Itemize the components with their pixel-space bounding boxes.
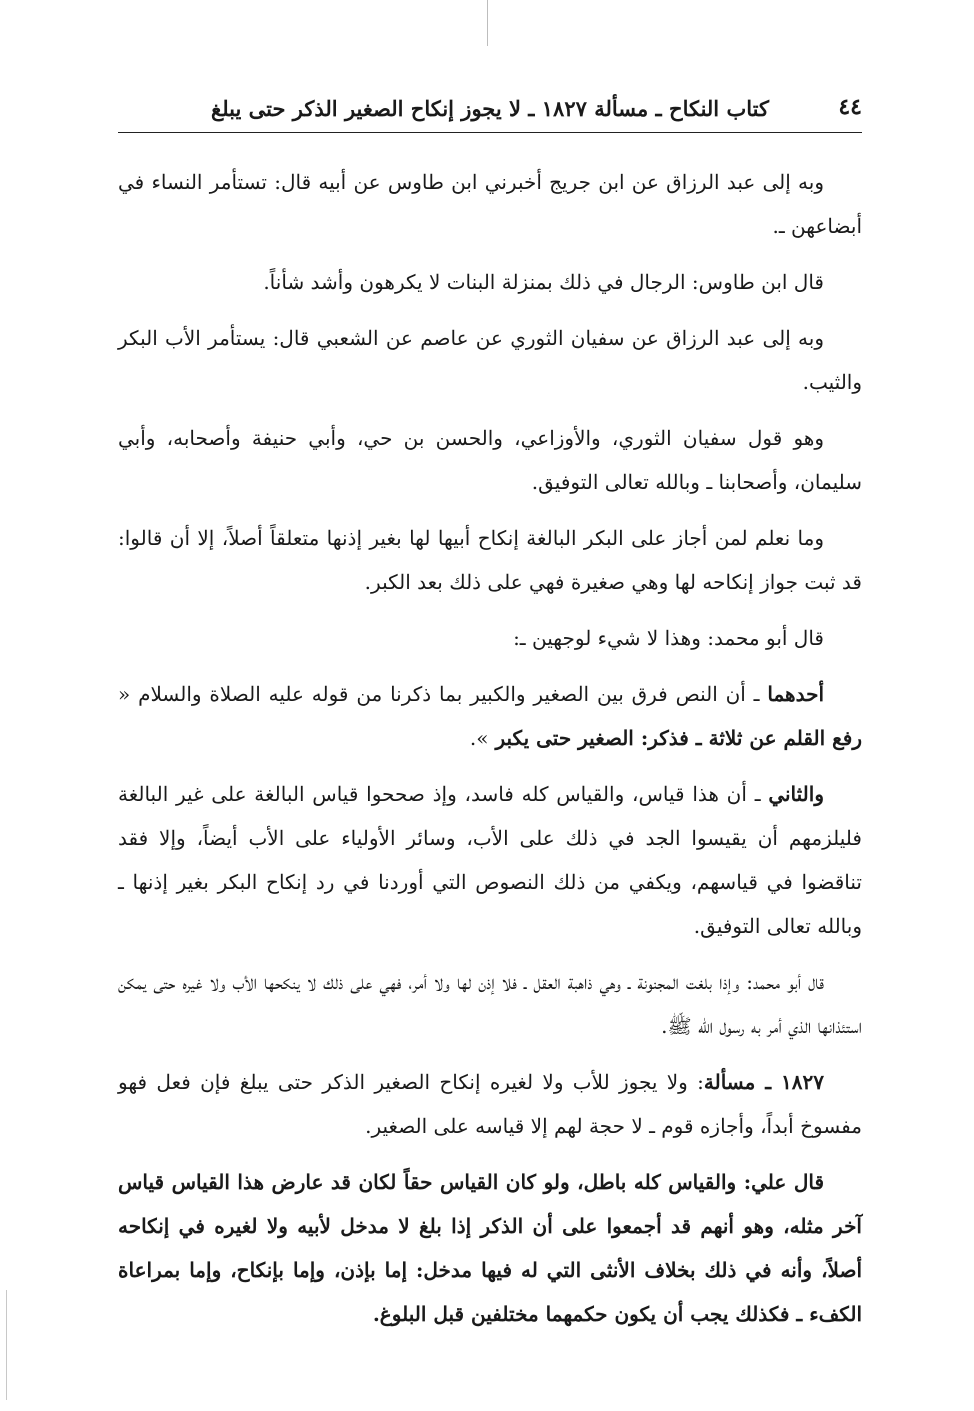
- paragraph-text: قال أبو محمد: وهذا لا شيء لوجهين ـ:: [513, 626, 824, 650]
- paragraph-text: وبه إلى عبد الرزاق عن ابن جريج أخبرني ابن طاوس عن أبيه قال: تستأمر النساء في أبضاعهن ـ.: [118, 170, 862, 238]
- paragraph-text: قال ابن طاوس: الرجال في ذلك بمنزلة البنات لا يكرهون وأشد شأناً.: [263, 270, 824, 294]
- paragraph-tail: ».: [469, 726, 489, 750]
- paragraph-text: وبه إلى عبد الرزاق عن سفيان الثوري عن عاصم عن الشعبي قال: يستأمر الأب البكر والثيب.: [118, 326, 862, 394]
- paragraph-lead: قال علي: [751, 1170, 825, 1194]
- paragraph-lead: أحدهما: [767, 682, 824, 706]
- page-number: ٤٤: [838, 94, 862, 120]
- paragraph-10-masala-1827: [118, 1060, 862, 1148]
- paragraph-8: [118, 772, 862, 948]
- paragraph-11: [118, 1160, 862, 1336]
- paragraph-text: ـ أن هذا قياس، والقياس كله فاسد، وإذ صححوا قياس البالغة على غير البالغة فليلزمهم أن يقيسوا الجد في ذلك على الأب، وسائر الأولياء على الأب أيضاً، وإلا فقد تناقضوا في قياسهم، ويكفي من ذلك النصوص التي أوردنا في رد إنكاح البكر بغير إذنها ـ وبالله تعالى التوفيق.: [118, 782, 862, 938]
- paragraph-text: ـ أن النص فرق بين الصغير والكبير بما ذكرنا من قوله عليه الصلاة والسلام «: [118, 682, 768, 706]
- paragraph-3: [118, 316, 862, 404]
- page-body: [118, 160, 862, 1348]
- paragraph-text: قال أبو محمد: وإذا بلغت المجنونة ـ وهي ذاهبة العقل ـ فلا إذن لها ولا أمر، فهي على ذلك لا ينكحها الأب ولا غيره حتى يمكن استئذانها الذي أمر به رسول الله ﷺ.: [118, 970, 862, 1038]
- paragraph-text: : ولا يجوز للأب ولا لغيره إنكاح الصغير الذكر حتى يبلغ فإن فعل فهو مفسوخ أبداً، وأجازه قوم ـ لا حجة لهم إلا قياسه على الصغير.: [118, 1070, 862, 1138]
- issue-number: ١٨٢٧ ـ مسألة: [703, 1070, 825, 1094]
- paragraph-7: [118, 672, 862, 760]
- paragraph-2: [118, 260, 862, 304]
- paragraph-6: [118, 616, 862, 660]
- scan-edge-line-left: [6, 1290, 7, 1400]
- paragraph-text: : والقياس كله باطل، ولو كان القياس حقاً لكان قد عارض هذا القياس قياس آخر مثله، وهو أنهم قد أجمعوا على أن الذكر إذا بلغ لا مدخل لأبيه ولا لغيره في إنكاحه أصلاً، وأنه في ذلك بخلاف الأنثى التي له فيها مدخل: إما بإذن، وإما بإنكاح، وإما بمراعاة الكفء ـ فكذلك يجب أن يكون حكمهما مختلفين قبل البلوغ.: [118, 1170, 863, 1326]
- paragraph-text: وهو قول سفيان الثوري، والأوزاعي، والحسن بن حي، وأبي حنيفة وأصحابه، وأبي سليمان، وأصحابنا ـ وبالله تعالى التوفيق.: [118, 426, 862, 494]
- paragraph-9: [118, 960, 862, 1048]
- paragraph-lead: والثاني: [768, 782, 824, 806]
- paragraph-4: [118, 416, 862, 504]
- paragraph-1: [118, 160, 862, 248]
- paragraph-5: [118, 516, 862, 604]
- paragraph-text: وما نعلم لمن أجاز على البكر البالغة إنكاح أبيها لها بغير إذنها متعلقاً أصلاً، إلا أن قالوا: قد ثبت جواز إنكاحه لها وهي صغيرة فهي على ذلك بعد الكبر.: [118, 526, 862, 594]
- scan-edge-line-top: [487, 0, 488, 46]
- running-title: كتاب النكاح ـ مسألة ١٨٢٧ ـ لا يجوز إنكاح الصغير الذكر حتى يبلغ: [211, 96, 769, 121]
- page-header: [118, 86, 862, 133]
- hadith-quote: رفع القلم عن ثلاثة ـ فذكر: الصغير حتى يكبر: [488, 726, 862, 750]
